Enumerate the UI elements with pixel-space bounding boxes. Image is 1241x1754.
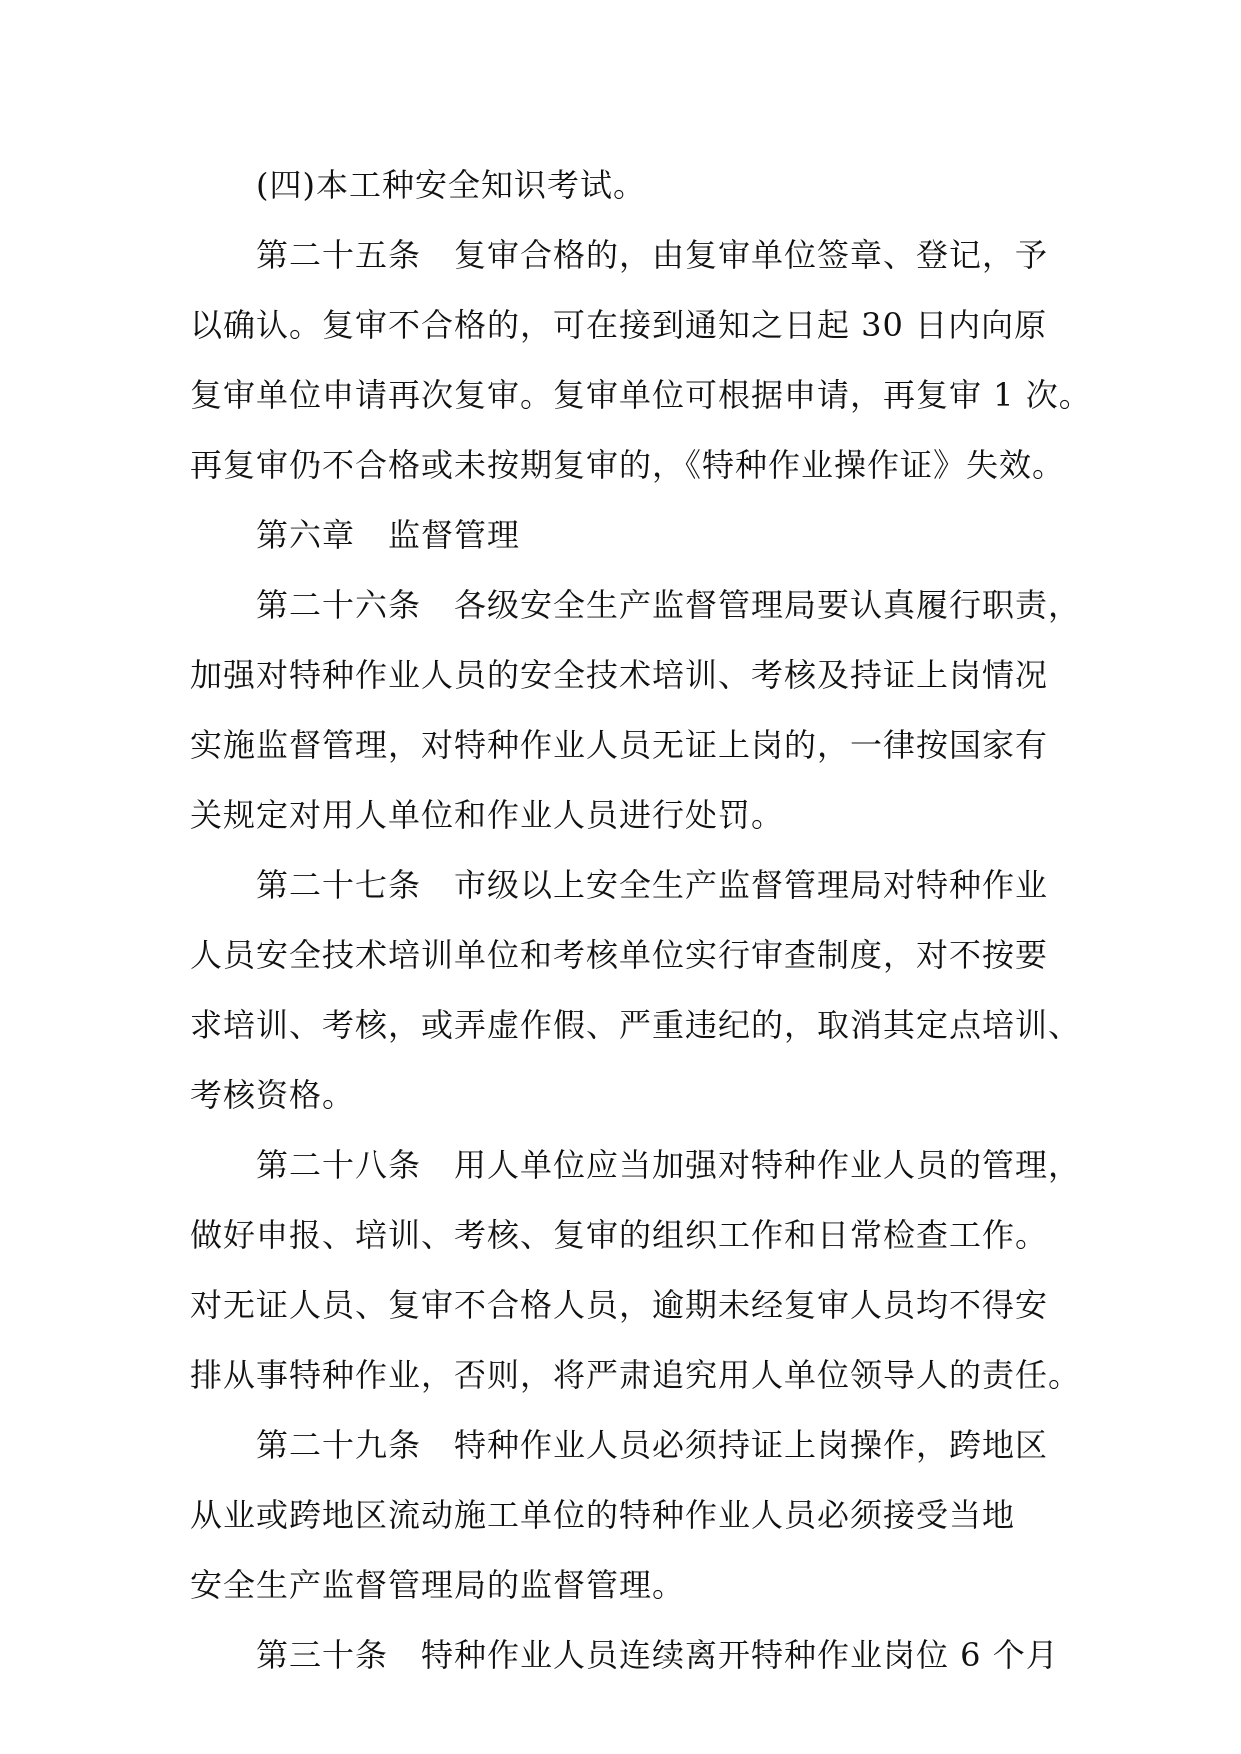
article-27-heading-line: 第二十七条 市级以上安全生产监督管理局对特种作业 [256,866,1049,904]
chapter-6-heading: 第六章 监督管理 [256,516,521,554]
text-line: 再复审仍不合格或未按期复审的，《特种作业操作证》失效。 [190,446,1066,484]
article-26-heading-line: 第二十六条 各级安全生产监督管理局要认真履行职责， [256,586,1082,624]
text-line: 人员安全技术培训单位和考核单位实行审查制度，对不按要 [190,936,1049,974]
text-line: 排从事特种作业，否则，将严肃追究用人单位领导人的责任。 [190,1356,1082,1394]
text-line: 从业或跨地区流动施工单位的特种作业人员必须接受当地 [190,1496,1016,1534]
text-line: 求培训、考核，或弄虚作假、严重违纪的，取消其定点培训、 [190,1006,1082,1044]
text-line: 安全生产监督管理局的监督管理。 [190,1566,686,1604]
text-line: 复审单位申请再次复审。复审单位可根据申请，再复审 1 次。 [190,376,1092,414]
article-25-heading-line: 第二十五条 复审合格的，由复审单位签章、登记，予 [256,236,1049,274]
text-line: 做好申报、培训、考核、复审的组织工作和日常检查工作。 [190,1216,1049,1254]
article-28-heading-line: 第二十八条 用人单位应当加强对特种作业人员的管理， [256,1146,1082,1184]
article-30-heading-line: 第三十条 特种作业人员连续离开特种作业岗位 6 个月 [256,1636,1059,1674]
text-line: 关规定对用人单位和作业人员进行处罚。 [190,796,785,834]
text-line: 考核资格。 [190,1076,356,1114]
text-line: 实施监督管理，对特种作业人员无证上岗的，一律按国家有 [190,726,1049,764]
text-line: 加强对特种作业人员的安全技术培训、考核及持证上岗情况 [190,656,1049,694]
text-line: 以确认。复审不合格的，可在接到通知之日起 30 日内向原 [190,306,1048,344]
text-line: 对无证人员、复审不合格人员，逾期未经复审人员均不得安 [190,1286,1049,1324]
article-29-heading-line: 第二十九条 特种作业人员必须持证上岗操作，跨地区 [256,1426,1049,1464]
text-line: (四)本工种安全知识考试。 [256,166,646,204]
